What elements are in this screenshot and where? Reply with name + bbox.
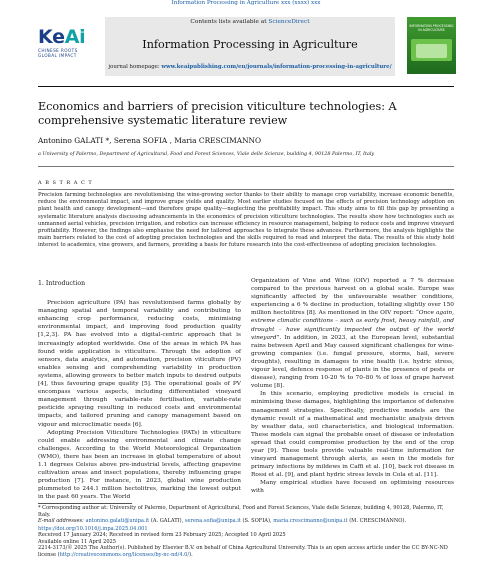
contents-prefix: Contents lists available at <box>190 19 269 25</box>
oiv-quote: “Once again, extreme climatic conditions – such as early frost, heavy rainfall, and drought – have significantly impacted the output of the world vineyard” <box>251 310 454 341</box>
logo-tagline-line-1: CHINESE ROOTS <box>38 48 78 53</box>
paragraph: Many empirical studies have focused on optimising resources with <box>251 480 454 495</box>
paragraph: Precision agriculture (PA) has revolutionised farms globally by managing spatial and temporal variability and contributing to enhancing crop performance, reducing costs, minimising environmental impact, and improving food production quality [1,2,3]. PA has evolved into a digital-centric approach that is increasingly adopted worldwide. One of the areas in which PA has found wide application is viticulture. Through the adoption of sensors, data analytics, and automation, precision viticulture (PV) enables sensing and comprehending variability in production systems, allowing growers to better match inputs to desired outputs [4], thus favouring grape quality [5]. The operational goals of PV encompass various aspects, including differentiated vineyard management through variable-rate fertilisation, variable-rate pesticide spraying resulting in reduced costs and environmental impacts, and tailored pruning and canopy management based on vigour and microclimatic needs [6]. <box>38 300 241 428</box>
logo-tagline-line-2: GLOBAL IMPACT <box>38 53 77 59</box>
abstract-heading: A B S T R A C T <box>38 180 93 186</box>
email-addresses <box>38 518 454 525</box>
copyright-notice <box>38 545 454 558</box>
cover-graphic-inner <box>416 44 447 58</box>
corresponding-author-footnote <box>38 505 454 525</box>
journal-header <box>38 17 456 76</box>
journal-homepage-link[interactable]: www.keaipublishing.com/en/journals/information-processing-in-agriculture/ <box>161 64 392 70</box>
license-link[interactable]: http://creativecommons.org/licenses/by-nc-nd/4.0/ <box>59 551 190 558</box>
email-owner: (S. SOFIA), <box>240 518 274 525</box>
contents-available-line <box>105 19 395 25</box>
abstract-text: Precision farming technologies are revolutionising the wine-growing sector thanks to their ability to manage crop variability, increase economic benefits, reduce the environmental impact, and improve grape yields and quality. Most earlier studies focused on the effects of precision technology adoption on plant health and canopy development—and therefore grape quality—neglecting the profitability impact. This study aims to fill this gap by presenting a systematic literature analysis discussing advancements in the economics of precision viticulture technologies. The results show how technologies such as unmanned aerial vehicles, precision irrigation, and robotics can increase efficiency in resource management, helping to reduce costs and improve vineyard profitability. However, the findings also emphasise the need for tailored approaches to integrate these advances. Furthermore, the analysis highlights the main barriers related to the cost of adopting precision technologies and the skills required to read and interpret the data. The results of this study hold interest to academics, vine growers, and farmers, providing a basis for future research into the cost-effectiveness of adopting precision technologies. <box>38 192 454 249</box>
email-link-galati[interactable]: antonino.galati@unipa.it <box>85 518 150 525</box>
footnote-rule <box>38 503 132 504</box>
journal-cover-image[interactable] <box>407 17 456 74</box>
keai-logo-tagline <box>38 48 98 58</box>
sciencedirect-link[interactable]: ScienceDirect <box>268 19 310 25</box>
article-authors: Antonino GALATI *, Serena SOFIA , Maria CRESCIMANNO <box>38 136 262 145</box>
email-label: E-mail addresses: <box>38 518 84 525</box>
email-owner: (A. GALATI), <box>149 518 185 525</box>
body-column-left <box>38 277 241 501</box>
copyright-text: 2214-3173/© 2025 The Author(s). Published by Elsevier B.V. on behalf of China Agricultural University. This is an open access article under the CC BY-NC-ND license ( <box>38 545 448 558</box>
logo-word-ke: Ke <box>38 26 65 48</box>
section-heading-introduction: 1. Introduction <box>38 280 86 287</box>
paragraph-text: Organization of Vine and Wine (OIV) reported a 7 % decrease compared to the previous harvest on a global scale. Europe was significantly affected by the unfavourable weather conditions, experiencing a 6 % decline in production, totalling slightly over 150 million hectolitres [8]. As mentioned in the OIV report: <box>251 278 454 317</box>
doi-link[interactable]: https://doi.org/10.1016/j.inpa.2025.04.001 <box>38 526 148 532</box>
paragraph: Adopting Precision Viticulture Technologies (PATs) in viticulture could enable addressing environmental and climate change challenges. According to the World Meteorological Organization (WMO), there has been an increase in global temperature of about 1.1 degrees Celsius above pre-industrial levels, affecting grapevine cultivation areas and insect populations, thereby influencing grape production [7]. For instance, in 2023, global wine production plummeted to 244.1 million hectolitres, marking the lowest output in the past 60 years. The World <box>38 429 241 501</box>
paragraph-text: . In addition, in 2023, at the European level, substantial rains between April and May caused significant challenges for wine-growing companies (i.e. fungal pressure, storms, hail, severe droughts), resulting in damages to vine health (i.e. hydric stress, vigour level, defence response of plants in the presence of pests or disease), ranging from 10-20 % to 70–80 % of loss of grape harvest volume [8]. <box>251 334 454 390</box>
journal-title: Information Processing in Agriculture <box>142 38 358 51</box>
homepage-label: journal homepage: <box>108 64 162 70</box>
affiliation-rule <box>38 166 454 167</box>
email-owner: (M. CRESCIMANNO). <box>347 518 407 525</box>
header-rule <box>38 86 454 87</box>
received-dates: Received 17 January 2024; Received in revised form 23 February 2025; Accepted 10 April 2025 <box>38 532 286 539</box>
body-column-right <box>251 277 454 496</box>
keai-logo-wordmark <box>38 27 98 47</box>
publication-info <box>38 526 454 558</box>
copyright-end: ). <box>189 551 193 558</box>
article-title: Economics and barriers of precision viticulture technologies: A comprehensive systematic literature review <box>38 100 397 128</box>
email-link-crescimanno[interactable]: maria.crescimanno@unipa.it <box>273 518 348 525</box>
author-affiliation: a University of Palermo, Department of Agricultural, Food and Forest Sciences, Viale delle Scienze, building 4, 90128 Palermo, IT, Italy <box>38 151 375 157</box>
cover-title: INFORMATION PROCESSING IN AGRICULTURE <box>409 24 454 32</box>
journal-banner <box>105 17 395 76</box>
available-online-date: Available online 11 April 2025 <box>38 538 117 545</box>
journal-homepage-line <box>105 64 395 70</box>
paragraph <box>251 277 454 390</box>
email-link-sofia[interactable]: serena.sofia@unipa.it <box>184 518 241 525</box>
abstract-rule <box>38 189 454 190</box>
footnote-text: * Corresponding author at: University of Palermo, Department of Agricultural, Food and Forest Sciences, Viale delle Scienze, building 4, 90128, Palermo, IT, Italy. <box>38 505 444 518</box>
keai-logo <box>38 27 98 69</box>
paragraph: In this scenario, employing predictive models is crucial in minimising these damages, highlighting the importance of defensive management strategies. Specifically, predictive models are the dynamic result of a mathematical and mechanistic analysis driven by weather data, soil characteristics, and biological information. These models can signal the probable onset of disease or infestation spread that could compromise production by the end of the crop year [9]. These tools provide valuable real-time information for vineyard management through alerts, as seen in the models for primary infections by mildews in Caffi et al. [10], back rot disease in Rossi et al. [9], and plant hydric stress levels in Cola et al. [11]. <box>251 391 454 479</box>
logo-word-ai: Ai <box>64 26 86 48</box>
journal-running-head[interactable]: Information Processing in Agriculture xxx (xxxx) xxx <box>171 0 321 6</box>
